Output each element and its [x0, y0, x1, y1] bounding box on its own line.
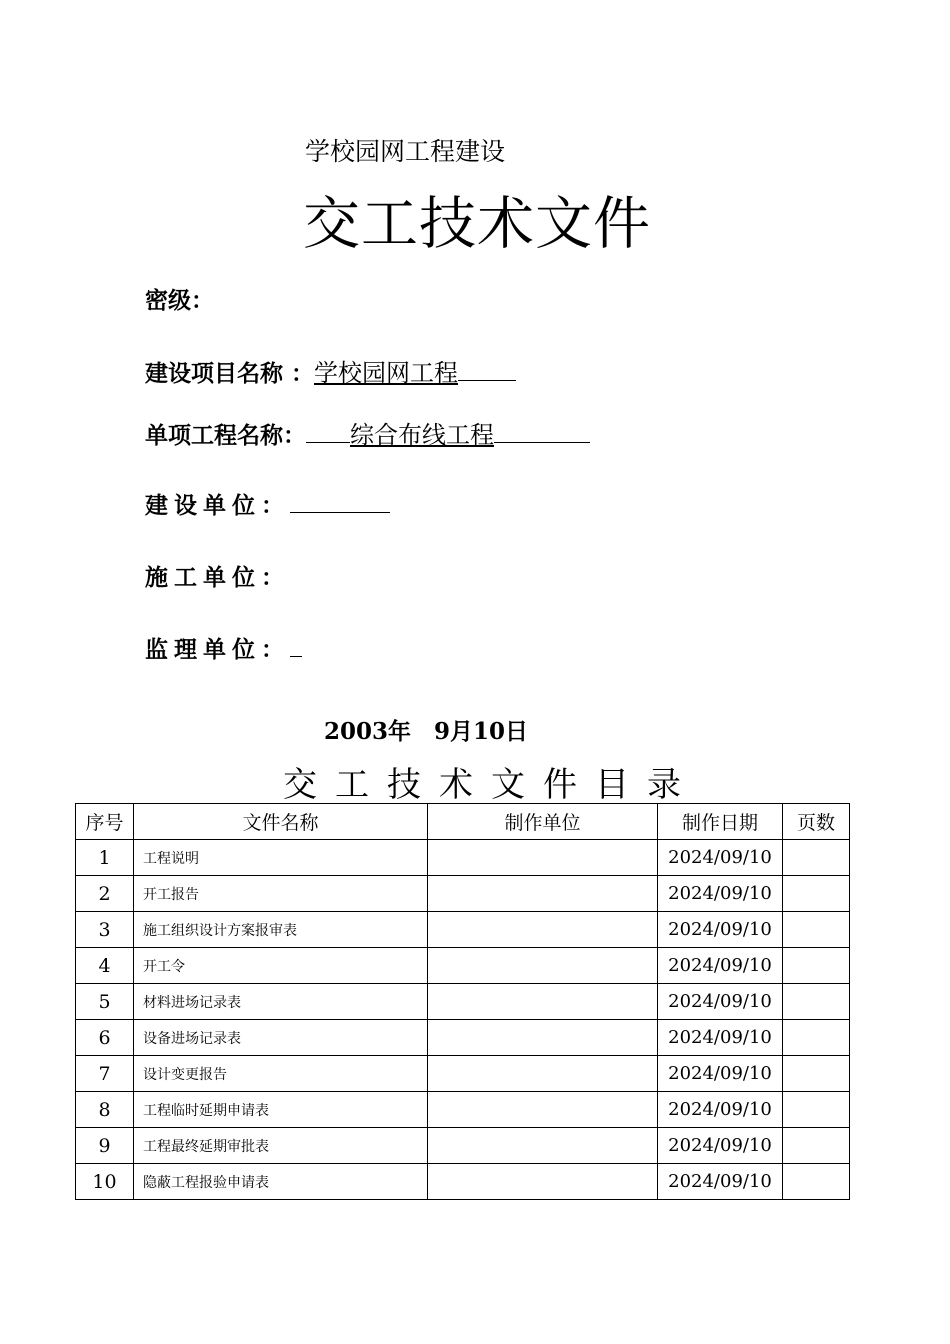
row-unit [428, 1020, 658, 1056]
toc-header-name: 文件名称 [134, 804, 428, 840]
row-unit [428, 876, 658, 912]
subproject-trail-blank [494, 422, 590, 443]
row-name: 设备进场记录表 [134, 1020, 428, 1056]
builder-label: 建设单位： [145, 493, 290, 519]
subproject-name-label: 单项工程名称： [145, 423, 306, 449]
row-name: 工程最终延期审批表 [134, 1128, 428, 1164]
table-row [76, 1092, 850, 1128]
row-no: 6 [76, 1020, 134, 1056]
table-row [76, 912, 850, 948]
row-pages [783, 1020, 850, 1056]
row-date: 2024/09/10 [658, 876, 783, 912]
row-name: 工程说明 [134, 840, 428, 876]
builder-field [145, 487, 390, 520]
subproject-name-value: 综合布线工程 [350, 421, 494, 449]
row-name: 隐蔽工程报验申请表 [134, 1164, 428, 1200]
table-row [76, 1020, 850, 1056]
row-name: 施工组织设计方案报审表 [134, 912, 428, 948]
table-row [76, 876, 850, 912]
row-name: 设计变更报告 [134, 1056, 428, 1092]
supervisor-label: 监理单位： [145, 637, 290, 663]
row-date: 2024/09/10 [658, 948, 783, 984]
table-row [76, 1056, 850, 1092]
row-unit [428, 1092, 658, 1128]
cover-date: 2003年 9月10日 [324, 718, 529, 745]
row-pages [783, 876, 850, 912]
row-pages [783, 840, 850, 876]
row-date: 2024/09/10 [658, 984, 783, 1020]
row-name: 工程临时延期申请表 [134, 1092, 428, 1128]
row-pages [783, 1164, 850, 1200]
row-pages [783, 948, 850, 984]
row-unit [428, 1164, 658, 1200]
row-no: 10 [76, 1164, 134, 1200]
row-name: 开工报告 [134, 876, 428, 912]
toc-title: 交工技术文件目录 [283, 765, 699, 805]
row-pages [783, 912, 850, 948]
secrecy-label: 密级： [145, 288, 214, 314]
table-row [76, 840, 850, 876]
row-no: 1 [76, 840, 134, 876]
row-date: 2024/09/10 [658, 1056, 783, 1092]
row-no: 8 [76, 1092, 134, 1128]
row-no: 5 [76, 984, 134, 1020]
row-name: 材料进场记录表 [134, 984, 428, 1020]
supervisor-blank [290, 636, 302, 657]
row-no: 7 [76, 1056, 134, 1092]
project-name-blank [458, 360, 516, 381]
toc-header-row [76, 804, 850, 840]
toc-header-date: 制作日期 [658, 804, 783, 840]
project-name-label: 建设项目名称 ： [145, 361, 315, 387]
row-no: 2 [76, 876, 134, 912]
table-row [76, 984, 850, 1020]
row-no: 9 [76, 1128, 134, 1164]
toc-header-no: 序号 [76, 804, 134, 840]
row-date: 2024/09/10 [658, 912, 783, 948]
row-name: 开工令 [134, 948, 428, 984]
subproject-lead-blank [306, 422, 350, 443]
row-pages [783, 1128, 850, 1164]
toc-table [75, 803, 850, 1200]
row-pages [783, 1092, 850, 1128]
supervisor-field [145, 631, 302, 664]
row-date: 2024/09/10 [658, 1020, 783, 1056]
row-date: 2024/09/10 [658, 840, 783, 876]
cover-subtitle: 学校园网工程建设 [305, 137, 506, 166]
constructor-label: 施工单位： [145, 565, 290, 591]
row-date: 2024/09/10 [658, 1092, 783, 1128]
row-no: 3 [76, 912, 134, 948]
row-no: 4 [76, 948, 134, 984]
toc-header-pages: 页数 [783, 804, 850, 840]
toc-header-unit: 制作单位 [428, 804, 658, 840]
project-name-field [145, 353, 516, 388]
row-date: 2024/09/10 [658, 1164, 783, 1200]
table-row [76, 1164, 850, 1200]
row-unit [428, 984, 658, 1020]
row-date: 2024/09/10 [658, 1128, 783, 1164]
row-pages [783, 1056, 850, 1092]
constructor-field [145, 559, 290, 592]
row-unit [428, 1056, 658, 1092]
row-unit [428, 912, 658, 948]
row-unit [428, 840, 658, 876]
row-unit [428, 948, 658, 984]
table-row [76, 1128, 850, 1164]
row-pages [783, 984, 850, 1020]
cover-title: 交工技术文件 [303, 191, 651, 257]
row-unit [428, 1128, 658, 1164]
table-row [76, 948, 850, 984]
builder-blank [290, 492, 390, 513]
project-name-value: 学校园网工程 [314, 359, 459, 387]
secrecy-field [145, 282, 214, 315]
subproject-name-field [145, 415, 590, 450]
